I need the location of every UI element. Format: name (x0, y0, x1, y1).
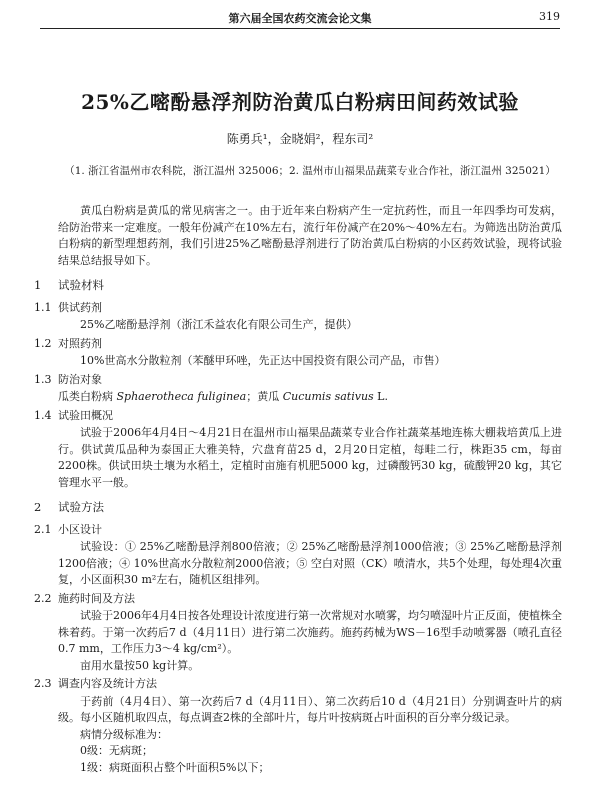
paragraph: 试验设：① 25%乙嘧酚悬浮剂800倍液；② 25%乙嘧酚悬浮剂1000倍液；③ 25%乙嘧酚悬浮剂1200倍液；④ 10%世高水分散粒剂2000倍液；⑤ 空白对照（CK）喷清水，共5个处理，每处理4次重复，小区面积30 m²左右，随机区组排列。 (58, 540, 562, 586)
paragraph: 于药前（4月4日）、第一次药后7 d（4月11日）、第二次药后10 d（4月21日）分别调查叶片的病级。每小区随机取四点，每点调查2株的全部叶片，每片叶按病斑占叶面积的百分率分级记录。 (58, 694, 562, 724)
latin-name: Cucumis sativus (282, 390, 374, 403)
subsection-heading: 1.1 供试药剂 (34, 300, 102, 314)
paragraph: 试验于2006年4月4日按各处理设计浓度进行第一次常规对水喷雾，均匀喷湿叶片正反面，使植株全株着药。于第一次药后7 d（4月11日）进行第二次施药。施药药械为WS－16型手动喷雾器（喷孔直径0.7 mm，工作压力3～4 kg/cm²）。 (58, 609, 562, 655)
journal-title: 第六届全国农药交流会论文集 (228, 12, 372, 25)
paper-title: 25%乙嘧酚悬浮剂防治黄瓜白粉病田间药效试验 (81, 90, 519, 114)
paragraph: 瓜类白粉病 Sphaerotheca fuliginea；黄瓜 Cucumis sativus L. (58, 390, 388, 403)
subsection-heading: 2.2 施药时间及方法 (34, 591, 135, 605)
subsection-heading: 1.4 试验田概况 (34, 408, 113, 422)
subsection-heading: 2.3 调查内容及统计方法 (34, 677, 157, 690)
paper-body (34, 203, 562, 776)
grading-title: 病情分级标准为： (80, 727, 168, 741)
paragraph: 10%世高水分散粒剂（苯醚甲环唑，先正达中国投资有限公司产品，市售） (80, 354, 446, 367)
subsection-heading: 2.1 小区设计 (34, 522, 102, 536)
authors: 陈勇兵¹，金晓娟²，程东司² (226, 132, 374, 146)
latin-name: Sphaerotheca fuliginea (116, 390, 247, 403)
abstract-paragraph: 黄瓜白粉病是黄瓜的常见病害之一。由于近年来白粉病产生一定抗药性，而且一年四季均可发病，给防治带来一定难度。一般年份减产在10%左右，流行年份减产在20%～40%左右。为筛选出防治黄瓜白粉病的新型理想药剂，我们引进25%乙嘧酚悬浮剂进行了防治黄瓜白粉病的小区药效试验，现将试验结果总结报导如下。 (58, 204, 562, 267)
subsection-heading: 1.3 防治对象 (34, 372, 102, 386)
running-header (40, 8, 560, 29)
subsection-heading: 1.2 对照药剂 (34, 336, 102, 350)
grade-item: 1级：病斑面积占整个叶面积5%以下； (80, 760, 270, 774)
section-heading: 2 试验方法 (34, 500, 104, 514)
grade-item: 0级：无病斑； (80, 744, 153, 757)
affiliations: （1. 浙江省温州市农科院，浙江温州 325006；2. 温州市山福果品蔬菜专业合作社，浙江温州 325021） (64, 165, 556, 177)
paragraph: 25%乙嘧酚悬浮剂（浙江禾益农化有限公司生产，提供） (80, 318, 358, 331)
paragraph: 亩用水量按50 kg计算。 (80, 658, 200, 672)
page-number: 319 (539, 10, 560, 23)
section-heading: 1 试验材料 (34, 278, 104, 292)
paragraph: 试验于2006年4月4日～4月21日在温州市山福果品蔬菜专业合作社蔬菜基地连栋大棚栽培黄瓜上进行。供试黄瓜品种为泰国正大雅美特，穴盘育苗25 d，2月20日定植，每畦二行，株距35 cm，每亩2200株。供试田块土壤为水稻土，定植时亩施有机肥5000 kg，过磷酸钙30 kg，硫酸钾20 kg，其它管理水平一般。 (58, 426, 562, 489)
